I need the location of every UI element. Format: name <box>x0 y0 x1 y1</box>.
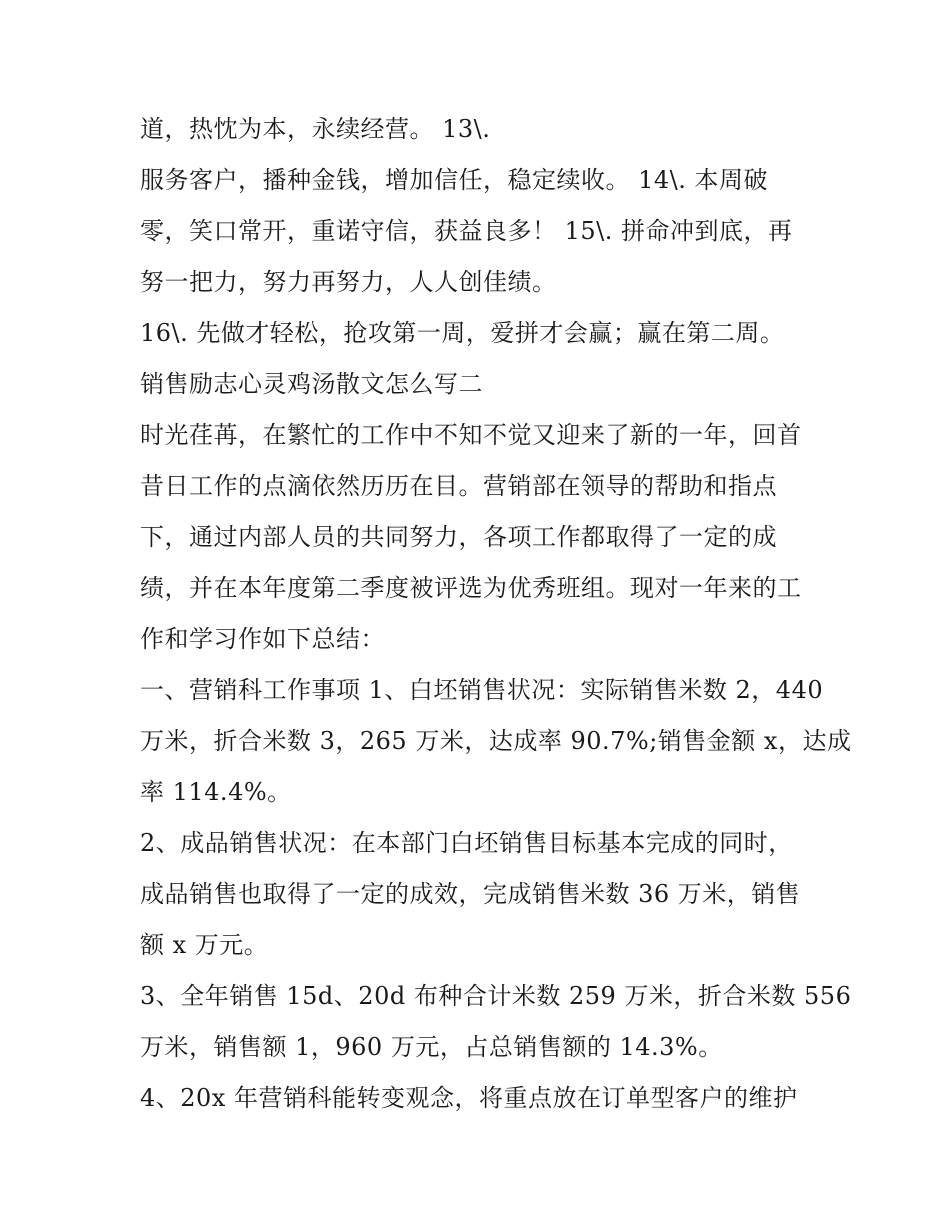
text-line-13: 万米，折合米数 3，265 万米，达成率 90.7%;销售金额 x，达成 <box>140 727 852 755</box>
text-line-14: 率 114.4%。 <box>140 778 292 806</box>
text-line-5: 16\. 先做才轻松，抢攻第一周，爱拼才会赢；赢在第二周。 <box>140 319 785 347</box>
text-line-2: 服务客户，播种金钱，增加信任，稳定续收。 14\. 本周破 <box>140 166 769 194</box>
text-line-19: 万米，销售额 1，960 万元，占总销售额的 14.3%。 <box>140 1033 723 1061</box>
document-text-body <box>140 104 852 1124</box>
text-line-15: 2、成品销售状况：在本部门白坯销售目标基本完成的同时， <box>140 829 793 857</box>
text-line-3: 零，笑口常开，重诺守信，获益良多！ 15\. 拼命冲到底，再 <box>140 217 793 245</box>
text-line-12: 一、营销科工作事项 1、白坯销售状况：实际销售米数 2，440 <box>140 676 824 704</box>
text-line-9: 下，通过内部人员的共同努力，各项工作都取得了一定的成 <box>140 523 777 551</box>
text-line-20: 4、20x 年营销科能转变观念，将重点放在订单型客户的维护 <box>140 1084 798 1112</box>
text-line-16: 成品销售也取得了一定的成效，完成销售米数 36 万米，销售 <box>140 880 801 908</box>
section-heading: 销售励志心灵鸡汤散文怎么写二 <box>140 370 483 398</box>
text-line-1: 道，热忱为本，永续经营。 13\. <box>140 115 491 143</box>
text-line-7: 时光荏苒，在繁忙的工作中不知不觉又迎来了新的一年，回首 <box>140 421 802 449</box>
text-line-11: 作和学习作如下总结： <box>140 625 385 653</box>
text-line-18: 3、全年销售 15d、20d 布种合计米数 259 万米，折合米数 556 <box>140 982 852 1010</box>
text-line-10: 绩，并在本年度第二季度被评选为优秀班组。现对一年来的工 <box>140 574 802 602</box>
text-line-4: 努一把力，努力再努力，人人创佳绩。 <box>140 268 557 296</box>
text-line-17: 额 x 万元。 <box>140 931 269 959</box>
text-line-8: 昔日工作的点滴依然历历在目。营销部在领导的帮助和指点 <box>140 472 777 500</box>
